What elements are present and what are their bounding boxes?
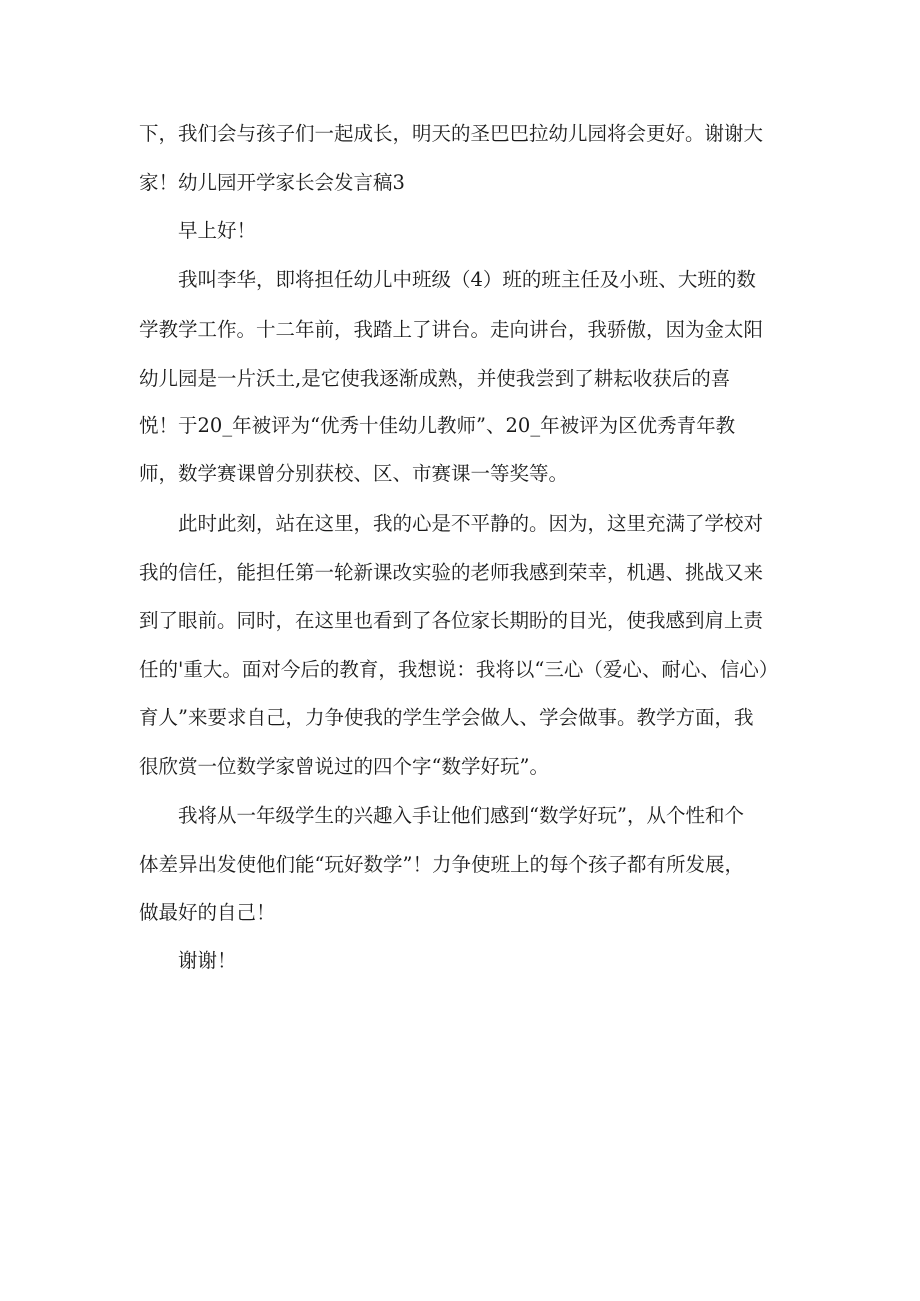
text-line: 家！幼儿园开学家长会发言稿3 [139, 171, 405, 194]
paragraph-start: 此时此刻，站在这里，我的心是不平静的。因为，这里充满了学校对 [178, 512, 764, 535]
text-line: 任的'重大。面对今后的教育，我想说：我将以“三心（爱心、耐心、信心） [139, 658, 779, 681]
text-line: 体差异出发使他们能“玩好数学”！力争使班上的每个孩子都有所发展， [139, 853, 744, 876]
paragraph-start: 我将从一年级学生的兴趣入手让他们感到“数学好玩”，从个性和个 [178, 804, 744, 827]
text-line: 很欣赏一位数学家曾说过的四个字“数学好玩”。 [139, 755, 549, 778]
paragraph-start: 我叫李华，即将担任幼儿中班级（4）班的班主任及小班、大班的数 [178, 268, 756, 291]
closing-line: 谢谢！ [178, 949, 237, 972]
text-line: 做最好的自己！ [139, 901, 276, 924]
text-line: 师，数学赛课曾分别获校、区、市赛课一等奖等。 [139, 462, 569, 485]
text-line: 幼儿园是一片沃土,是它使我逐渐成熟，并使我尝到了耕耘收获后的喜 [139, 367, 731, 390]
text-line: 我的信任，能担任第一轮新课改实验的老师我感到荣幸，机遇、挑战又来 [139, 561, 764, 584]
text-line: 下，我们会与孩子们一起成长，明天的圣巴巴拉幼儿园将会更好。谢谢大 [139, 122, 764, 145]
greeting-line: 早上好！ [178, 219, 257, 242]
text-line: 到了眼前。同时，在这里也看到了各位家长期盼的目光，使我感到肩上责 [139, 609, 764, 632]
text-line: 悦！于20_年被评为“优秀十佳幼儿教师”、20_年被评为区优秀青年教 [139, 414, 736, 437]
text-line: 学教学工作。十二年前，我踏上了讲台。走向讲台，我骄傲，因为金太阳 [139, 318, 764, 341]
text-line: 育人”来要求自己，力争使我的学生学会做人、学会做事。教学方面，我 [139, 706, 754, 729]
